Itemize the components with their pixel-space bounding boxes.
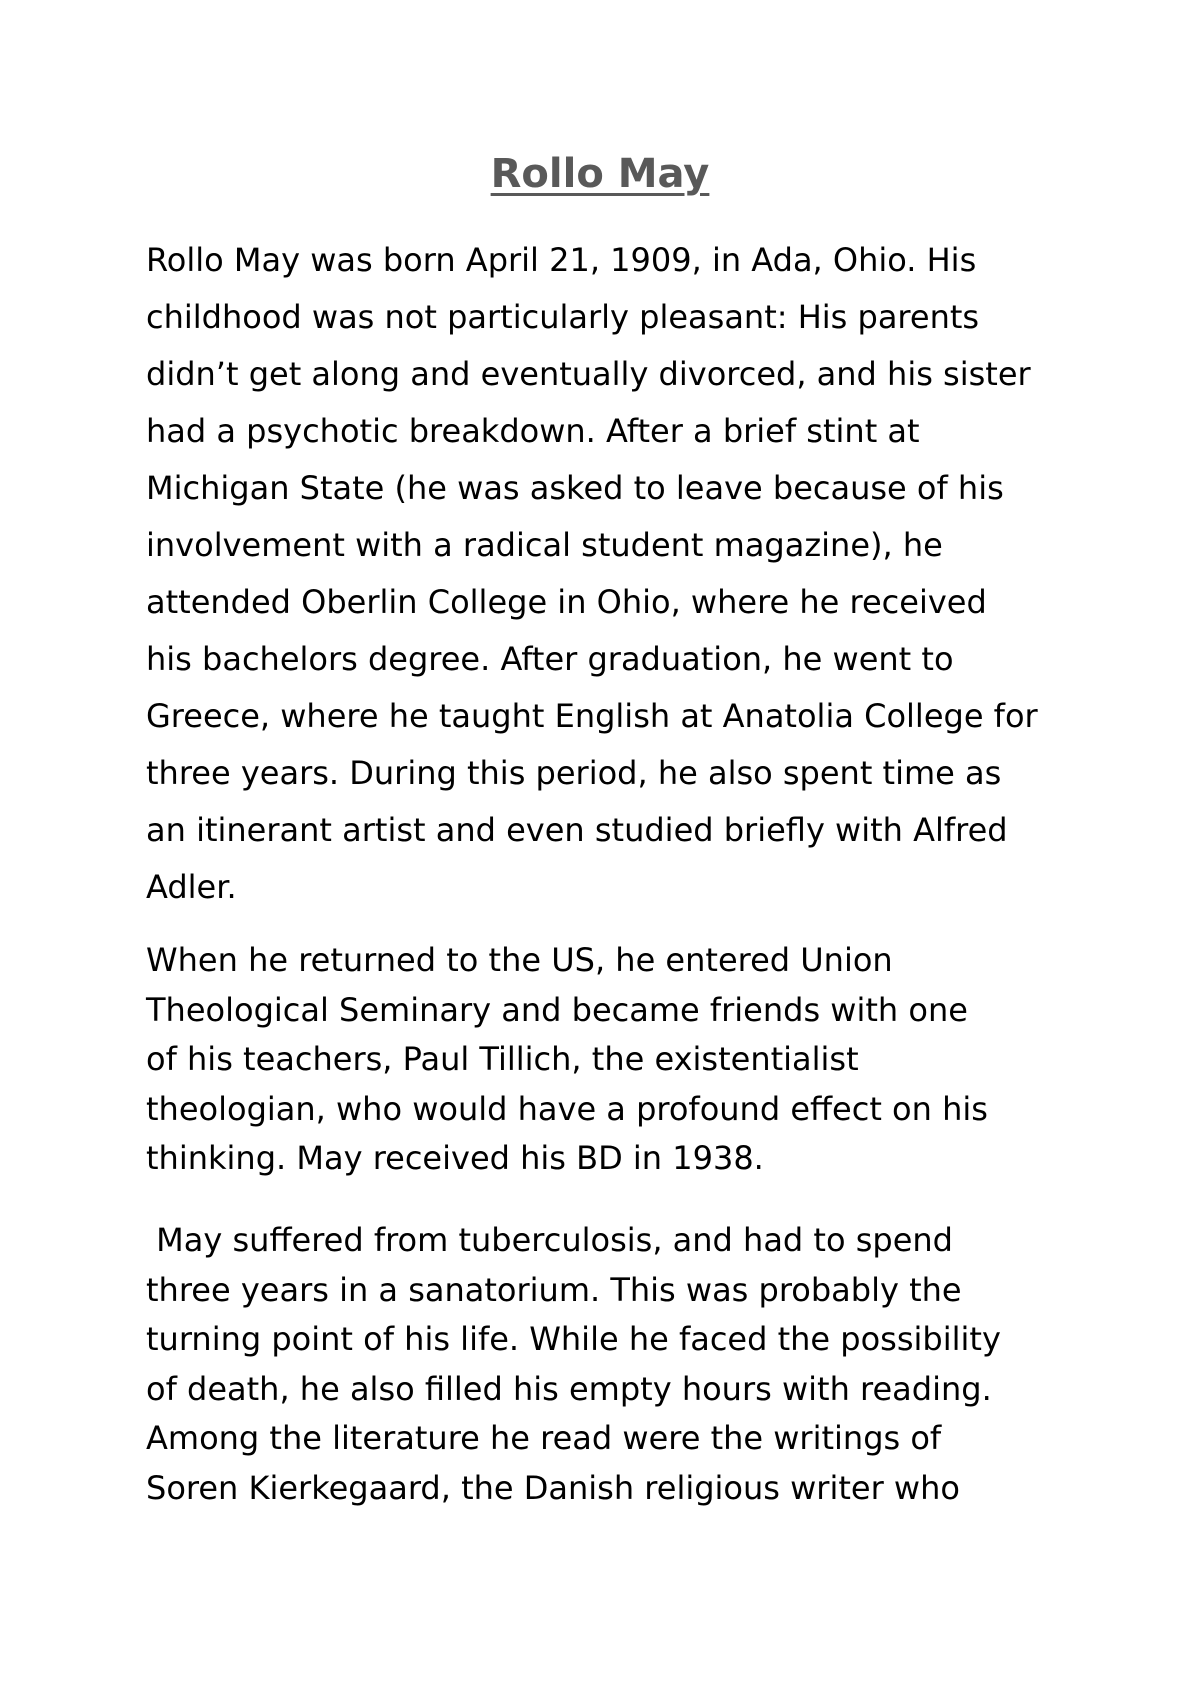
- text-line: Michigan State (he was asked to leave because of his: [146, 469, 1004, 507]
- text-line: thinking. May received his BD in 1938.: [146, 1139, 764, 1177]
- text-line: theologian, who would have a profound effect on his: [146, 1089, 988, 1128]
- paragraph-2: [146, 936, 1086, 1184]
- text-line: had a psychotic breakdown. After a brief stint at: [146, 412, 920, 450]
- text-line: three years. During this period, he also spent time as: [146, 754, 1002, 792]
- text-line: an itinerant artist and even studied briefly with Alfred: [146, 811, 1008, 849]
- text-line: turning point of his life. While he faced the possibility: [146, 1320, 1001, 1358]
- text-line: Soren Kierkegaard, the Danish religious writer who: [146, 1468, 960, 1507]
- paragraph-1: [146, 232, 1086, 916]
- text-line: Among the literature he read were the writings of: [146, 1419, 942, 1457]
- text-line: Greece, where he taught English at Anatolia College for: [146, 697, 1038, 735]
- text-line: of his teachers, Paul Tillich, the existentialist: [146, 1040, 859, 1078]
- text-line: three years in a sanatorium. This was probably the: [146, 1270, 962, 1309]
- text-line: Adler.: [146, 868, 237, 906]
- paragraph-3: [146, 1216, 1086, 1513]
- text-line: involvement with a radical student magazine), he: [146, 526, 943, 564]
- text-line: Rollo May was born April 21, 1909, in Ada, Ohio. His: [146, 241, 977, 279]
- text-line: attended Oberlin College in Ohio, where he received: [146, 583, 987, 621]
- text-line: childhood was not particularly pleasant: His parents: [146, 298, 980, 336]
- text-line: didn’t get along and eventually divorced, and his sister: [146, 355, 1031, 393]
- text-line: Theological Seminary and became friends with one: [146, 990, 968, 1029]
- document-title: Rollo May: [490, 151, 710, 197]
- text-line: of death, he also filled his empty hours with reading.: [146, 1369, 992, 1408]
- text-line: When he returned to the US, he entered Union: [146, 941, 893, 979]
- text-line: his bachelors degree. After graduation, he went to: [146, 640, 954, 678]
- text-line: May suffered from tuberculosis, and had to spend: [146, 1221, 953, 1259]
